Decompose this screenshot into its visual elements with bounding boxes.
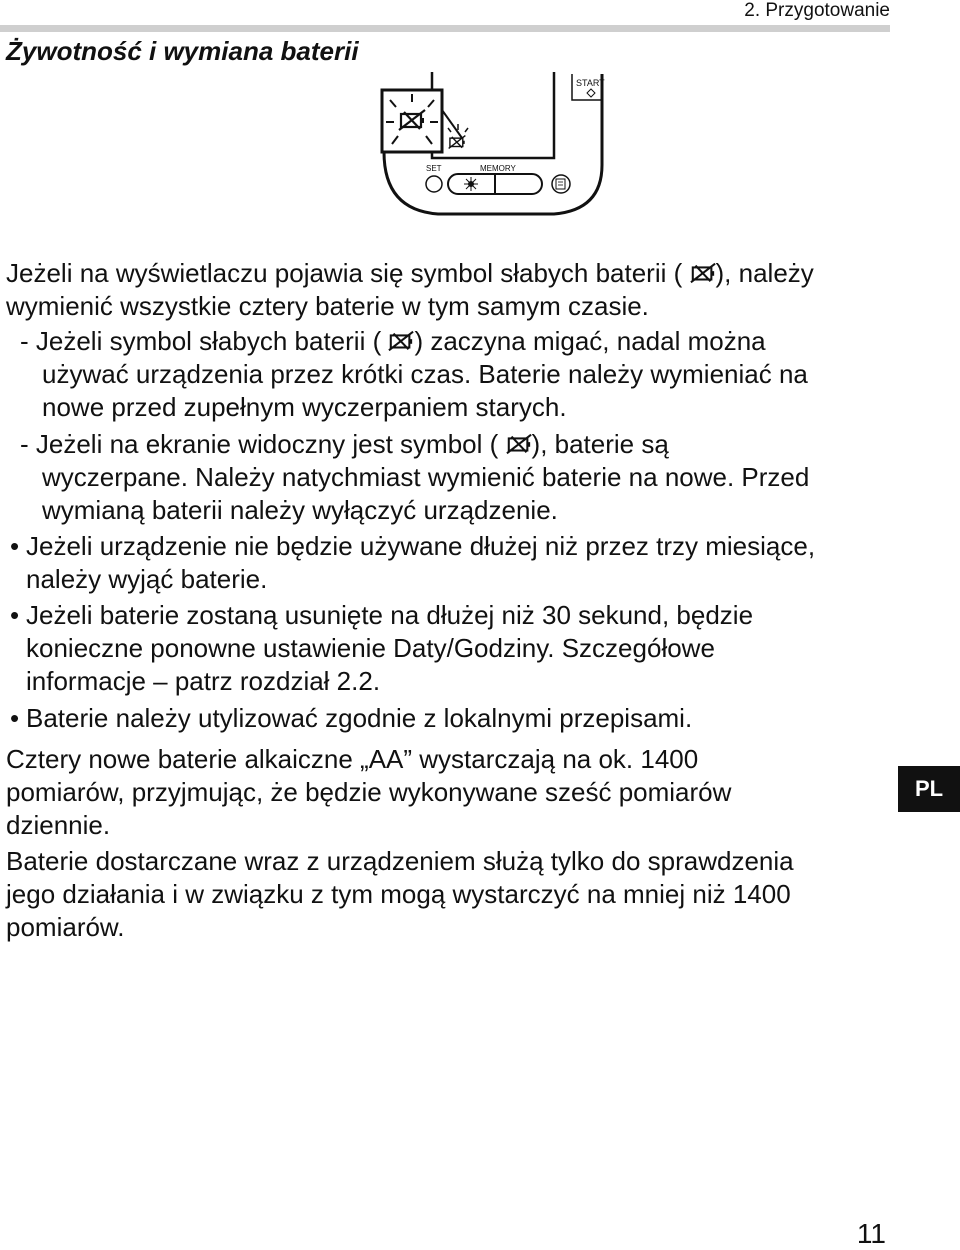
text-line: pomiarów, przyjmując, że będzie wykonywane sześć pomiarów (6, 777, 732, 807)
dash-item-flashing (6, 325, 808, 424)
set-button (426, 176, 442, 192)
memory-label: MEMORY (480, 164, 516, 173)
supplied-batteries-paragraph (6, 845, 794, 944)
text-line: Cztery nowe baterie alkaiczne „AA” wystarczają na ok. 1400 (6, 744, 699, 774)
text-line: należy wyjąć baterie. (26, 564, 268, 594)
low-battery-icon (388, 329, 414, 353)
set-label: SET (426, 164, 442, 173)
language-tab: PL (898, 766, 960, 812)
sun-icon (464, 177, 478, 191)
text-line: wymianą baterii należy wyłączyć urządzenie. (42, 495, 558, 525)
text-line: wymienić wszystkie cztery baterie w tym samym czasie. (6, 291, 649, 321)
text-line: informacje – patrz rozdział 2.2. (26, 666, 381, 696)
text-line: • Jeżeli urządzenie nie będzie używane dłużej niż przez trzy miesiące, (6, 530, 815, 563)
header-rule (0, 25, 890, 32)
bullet-item (6, 530, 815, 596)
text-line: jego działania i w związku z tym mogą wystarczyć na mniej niż 1400 (6, 879, 791, 909)
text-line: używać urządzenia przez krótki czas. Baterie należy wymieniać na (42, 359, 808, 389)
low-battery-icon (506, 432, 532, 456)
low-battery-icon (690, 261, 716, 285)
chapter-header (0, 0, 890, 28)
section-title: Żywotność i wymiana baterii (6, 36, 359, 66)
text-line: • Jeżeli baterie zostaną usunięte na dłużej niż 30 sekund, będzie (6, 599, 753, 632)
text-line: • Baterie należy utylizować zgodnie z lokalnymi przepisami. (6, 702, 692, 735)
device-illustration (376, 70, 612, 220)
text-line: wyczerpane. Należy natychmiast wymienić baterie na nowe. Przed (42, 462, 810, 492)
text-line: - Jeżeli symbol słabych baterii ( ) zaczyna migać, nadal można (20, 326, 766, 356)
intro-paragraph (6, 257, 814, 323)
text-line: dziennie. (6, 810, 111, 840)
text-line: Baterie dostarczane wraz z urządzeniem służą tylko do sprawdzenia (6, 846, 794, 876)
text-line: nowe przed zupełnym wyczerpaniem starych. (42, 392, 567, 422)
dash-item-steady (6, 428, 809, 527)
start-button (572, 74, 605, 100)
text-line: pomiarów. (6, 912, 125, 942)
text-line: konieczne ponowne ustawienie Daty/Godziny. Szczegółowe (26, 633, 715, 663)
memo-button (552, 175, 570, 193)
bullet-item (6, 599, 753, 698)
chapter-title: 2. Przygotowanie (744, 0, 890, 21)
bullet-item (6, 702, 692, 735)
low-battery-icon (449, 136, 466, 149)
page-number: 11 (856, 1218, 886, 1249)
start-label: START (576, 78, 605, 88)
battery-capacity-paragraph (6, 743, 731, 842)
text-line: - Jeżeli na ekranie widoczny jest symbol ( ), baterie są (20, 429, 669, 459)
text-line: Jeżeli na wyświetlaczu pojawia się symbol słabych baterii ( ), należy (6, 258, 814, 288)
moon-icon (516, 178, 522, 190)
